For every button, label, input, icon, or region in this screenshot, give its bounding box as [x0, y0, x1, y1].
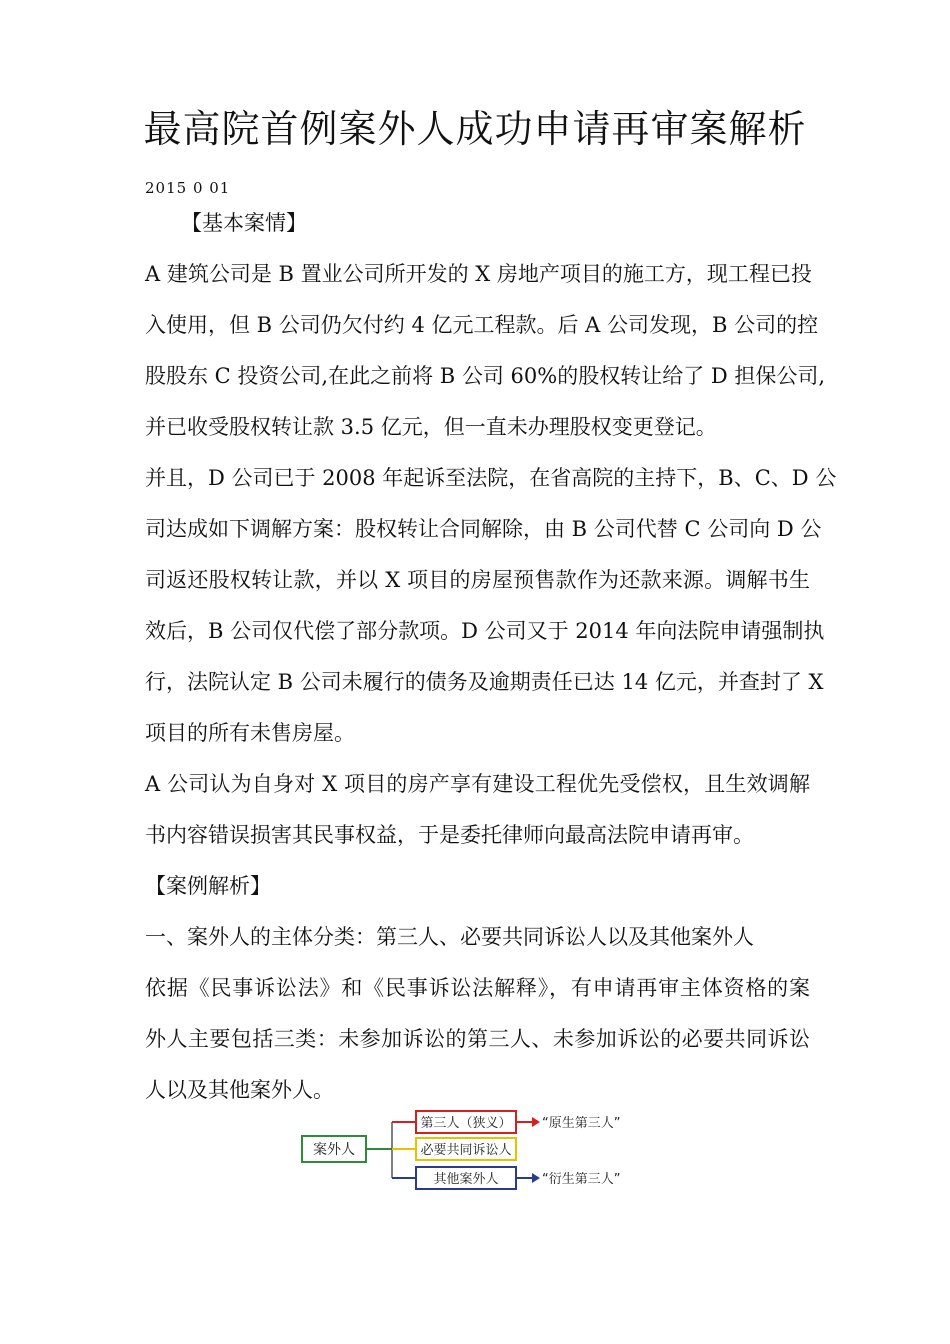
diagram-branch-label: 第三人（狭义）: [420, 1116, 512, 1131]
text-line: 依据《民事诉讼法》和《民事诉讼法解释》，有申请再审主体资格的案: [145, 976, 810, 1000]
text-line: 司返还股权转让款，并以 X 项目的房屋预售款作为还款来源。调解书生: [145, 568, 810, 592]
arrow-head-icon: [532, 1173, 540, 1183]
text-line: 效后，B 公司仅代偿了部分款项。D 公司又于 2014 年向法院申请强制执: [145, 619, 825, 643]
text-line: 股股东 C 投资公司,在此之前将 B 公司 60%的股权转让给了 D 担保公司,: [145, 364, 826, 388]
section-heading-basic-facts: 【基本案情】: [181, 211, 307, 235]
text-line: 项目的所有未售房屋。: [145, 721, 355, 745]
document-body: [145, 198, 837, 1116]
text-line: 外人主要包括三类：未参加诉讼的第三人、未参加诉讼的必要共同诉讼: [145, 1027, 810, 1051]
text-line: A 公司认为自身对 X 项目的房产享有建设工程优先受偿权，且生效调解: [145, 772, 810, 796]
paragraph-analysis-1: [145, 963, 810, 1116]
text-line: 行，法院认定 B 公司未履行的债务及逾期责任已达 14 亿元，并查封了 X: [145, 670, 824, 694]
diagram-branch-label: 必要共同诉讼人: [420, 1143, 512, 1158]
text-line: 书内容错误损害其民事权益，于是委托律师向最高法院申请再审。: [145, 823, 754, 847]
diagram-arrow-label: “原生第三人”: [542, 1116, 620, 1131]
paragraph-facts-2: [145, 453, 837, 759]
diagram-root-label: 案外人: [313, 1142, 355, 1158]
arrow-head-icon: [532, 1117, 540, 1127]
diagram-branch-label: 其他案外人: [433, 1172, 499, 1187]
classification-diagram-svg: [300, 1108, 620, 1196]
text-line: 并且，D 公司已于 2008 年起诉至法院，在省高院的主持下，B、C、D 公: [145, 466, 837, 490]
text-line: 人以及其他案外人。: [145, 1078, 334, 1102]
text-line: 入使用，但 B 公司仍欠付约 4 亿元工程款。后 A 公司发现，B 公司的控: [145, 313, 819, 337]
section-heading-case-analysis: 【案例解析】: [145, 874, 271, 898]
diagram-arrow-label: “衍生第三人”: [542, 1172, 620, 1187]
document-title: 最高院首例案外人成功申请再审案解析: [143, 107, 807, 151]
text-line: 司达成如下调解方案：股权转让合同解除，由 B 公司代替 C 公司向 D 公: [145, 517, 822, 541]
subheading-party-classification: 一、案外人的主体分类：第三人、必要共同诉讼人以及其他案外人: [145, 925, 754, 949]
text-line: A 建筑公司是 B 置业公司所开发的 X 房地产项目的施工方，现工程已投: [145, 262, 812, 286]
paragraph-facts-1: [145, 249, 826, 453]
paragraph-facts-3: [145, 759, 810, 861]
classification-diagram: [300, 1108, 620, 1196]
publish-date: 2015 0 01: [145, 179, 231, 197]
text-line: 并已收受股权转让款 3.5 亿元，但一直未办理股权变更登记。: [145, 415, 717, 439]
